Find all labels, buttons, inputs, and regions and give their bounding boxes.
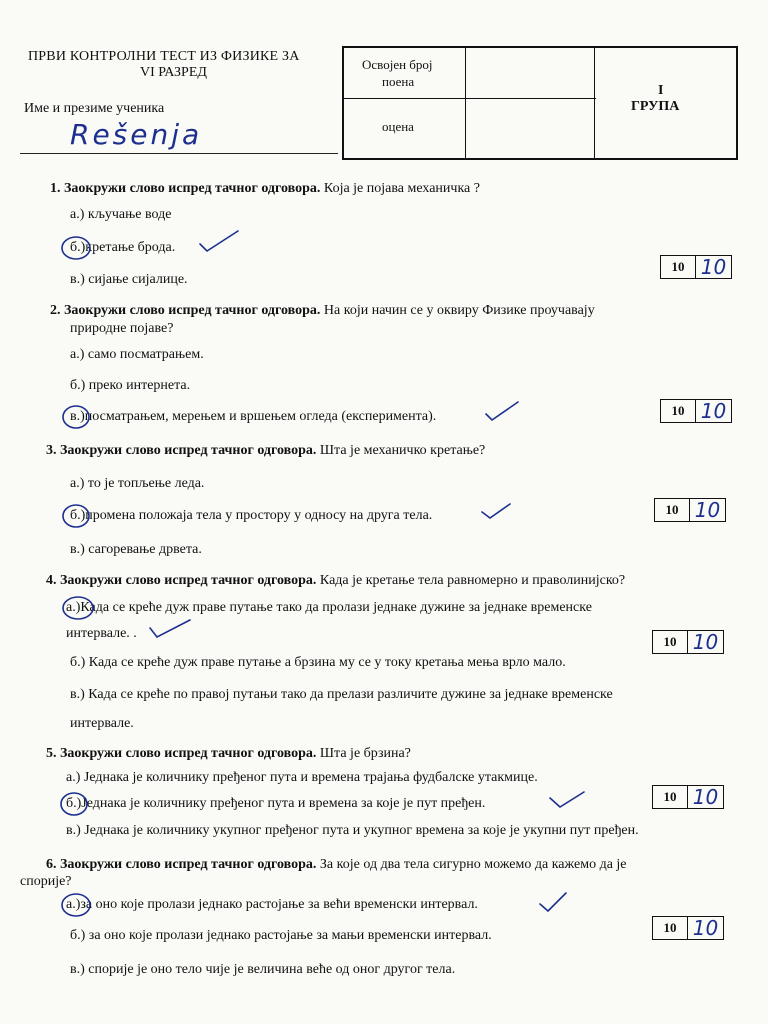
- question-5-score-given: 10: [692, 785, 719, 809]
- question-3-score-given: 10: [694, 498, 721, 522]
- question-3-option-b: б.)промена положаја тела у простору у односу на друга тела.: [70, 508, 433, 523]
- question-5-option-a: а.) Једнака је количнику пређеног пута и времена трајања фудбалске утакмице.: [66, 770, 538, 785]
- question-1-prompt: 1. Заокружи слово испред тачног одговора. Која је појава механичка ?: [50, 181, 480, 196]
- question-2-prompt: 2. Заокружи слово испред тачног одговора. На који начин се у оквиру Физике проучавају: [50, 303, 595, 318]
- question-4-option-c-line2: интервале.: [70, 716, 134, 731]
- points-label-line2: поена: [382, 74, 415, 89]
- question-5-score-max: 10: [653, 786, 688, 808]
- question-3-prompt: 3. Заокружи слово испред тачног одговора. Шта је механичко кретање?: [46, 443, 486, 458]
- question-2-option-c: в.)посматрањем, мерењем и вршењем огледа (експеримента).: [70, 409, 437, 424]
- question-6-option-b: б.) за оно које пролази једнако растојање за мањи временски интервал.: [70, 928, 492, 943]
- checkmark-q6-icon: [540, 893, 566, 911]
- question-2-score-max: 10: [661, 400, 696, 422]
- student-name-label: Име и презиме ученика: [24, 101, 165, 116]
- answer-circle-q3: [63, 505, 89, 527]
- checkmark-q5-icon: [550, 792, 584, 807]
- question-4-option-c: в.) Када се креће по правој путањи тако да прелази различите дужине за једнаке временске: [70, 687, 613, 702]
- question-4-score-max: 10: [653, 631, 688, 653]
- question-6-score-max: 10: [653, 917, 688, 939]
- group-label: ГРУПА: [631, 99, 680, 114]
- question-6-option-c: в.) спорије је оно тело чије је величина веће од оног другог тела.: [70, 962, 456, 977]
- question-4-option-a-line2: интервале. .: [66, 626, 137, 641]
- question-4-option-b: б.) Када се креће дуж праве путање а брзина му се у току кретања мења врло мало.: [70, 655, 566, 670]
- question-3-score-max: 10: [655, 499, 690, 521]
- checkmark-q3-icon: [482, 504, 510, 518]
- answer-circle-q1: [62, 237, 90, 259]
- question-1-option-c: в.) сијање сијалице.: [70, 272, 188, 287]
- question-5-option-c: в.) Једнака је количнику укупног пређеног пута и укупног времена за које је укупни пут пређен.: [66, 823, 639, 838]
- group-number: I: [658, 83, 664, 98]
- points-label: Освојен број: [362, 57, 433, 72]
- question-6-score-given: 10: [692, 916, 719, 940]
- question-2-prompt-line2: природне појаве?: [70, 321, 174, 336]
- checkmark-q4-icon: [150, 620, 190, 637]
- checkmark-q2-icon: [486, 402, 518, 420]
- checkmark-q1-icon: [200, 231, 238, 251]
- answer-circle-q2: [63, 406, 89, 428]
- question-5-prompt: 5. Заокружи слово испред тачног одговора. Шта је брзина?: [46, 746, 411, 761]
- question-2-score-given: 10: [700, 399, 727, 423]
- question-4-option-a: а.)Када се креће дуж праве путање тако да пролази једнаке дужине за једнаке временске: [66, 600, 592, 615]
- question-5-option-b: б.)Једнака је количнику пређеног пута и времена за које је пут пређен.: [66, 796, 486, 811]
- question-2-option-a: а.) само посматрањем.: [70, 347, 204, 362]
- answer-circle-q6: [62, 894, 90, 916]
- question-3-option-a: а.) то је топљење леда.: [70, 476, 205, 491]
- grade-label: оцена: [382, 119, 414, 134]
- question-6-option-a: а.)за оно које пролази једнако растојање за већи временски интервал.: [66, 897, 478, 912]
- question-3-option-c: в.) сагоревање дрвета.: [70, 542, 202, 557]
- question-6-prompt-line2: спорије?: [20, 874, 72, 889]
- question-1-score-given: 10: [700, 255, 727, 279]
- question-6-prompt: 6. Заокружи слово испред тачног одговора. За које од два тела сигурно можемо да кажемо да је: [46, 857, 627, 872]
- question-1-option-a: а.) кључање воде: [70, 207, 172, 222]
- question-2-option-b: б.) преко интернета.: [70, 378, 191, 393]
- test-title-line1: ПРВИ КОНТРОЛНИ ТЕСТ ИЗ ФИЗИКЕ ЗА: [28, 49, 300, 64]
- test-title-line2: VI РАЗРЕД: [140, 65, 207, 80]
- answer-circle-q4: [63, 597, 93, 619]
- question-1-option-b: б.)кретање брода.: [70, 240, 176, 255]
- student-name-handwritten: Rešenja: [70, 118, 203, 151]
- question-1-score-max: 10: [661, 256, 696, 278]
- answer-circle-q5: [61, 793, 87, 815]
- question-4-score-given: 10: [692, 630, 719, 654]
- question-4-prompt: 4. Заокружи слово испред тачног одговора. Када је кретање тела равномерно и праволинијско?: [46, 573, 626, 588]
